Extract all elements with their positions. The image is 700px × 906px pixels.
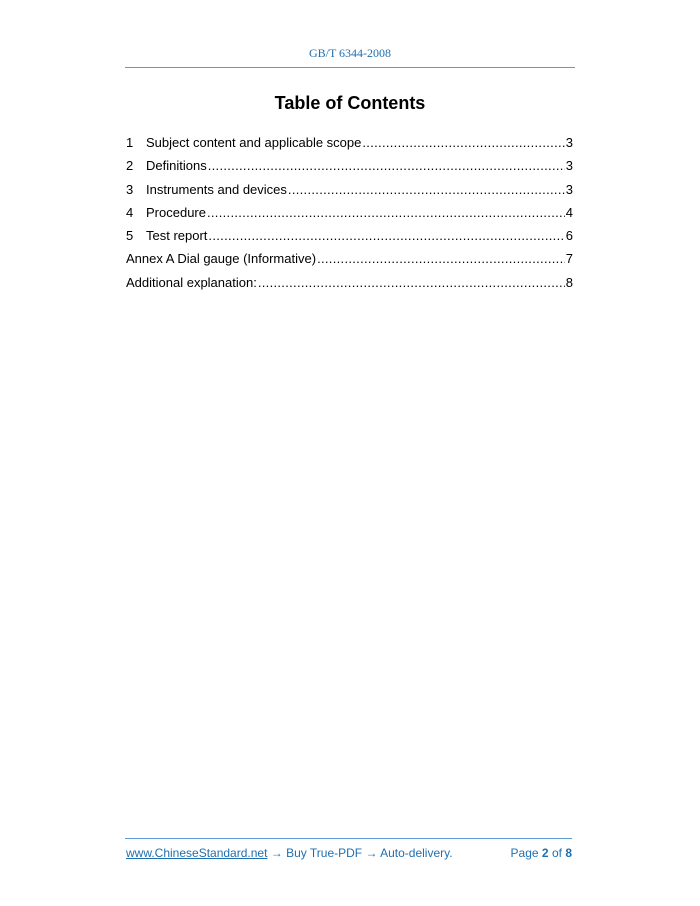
- toc-title: Table of Contents: [274, 93, 426, 113]
- toc-entry-page: 3: [565, 135, 573, 150]
- toc-entry-text: Procedure: [146, 204, 206, 220]
- table-of-contents: [126, 135, 573, 298]
- toc-dot-leader: [208, 158, 565, 173]
- page-total: 8: [565, 846, 572, 860]
- page-current: 2: [541, 846, 549, 860]
- toc-entry-1[interactable]: [126, 135, 573, 158]
- toc-entry-number: 2: [126, 158, 134, 174]
- toc-entry-3[interactable]: [126, 182, 573, 205]
- footer-divider: [125, 838, 572, 839]
- toc-entry-page: 3: [565, 181, 573, 197]
- toc-entry-text: Subject content and applicable scope: [146, 135, 362, 150]
- toc-dot-leader: [288, 182, 565, 197]
- toc-entry-text: Definitions: [146, 158, 207, 174]
- header-divider: [125, 67, 575, 68]
- toc-entry-number: 4: [126, 204, 134, 220]
- toc-dot-leader: [317, 251, 565, 266]
- toc-entry-number: 5: [126, 228, 134, 244]
- website-link[interactable]: www.ChineseStandard.net: [126, 846, 268, 860]
- page-counter: [511, 846, 572, 860]
- toc-entry-4[interactable]: [126, 205, 573, 228]
- toc-entry-page: 7: [565, 251, 573, 267]
- toc-entry-page: 3: [565, 158, 573, 174]
- footer-tagline: → Buy True-PDF → Auto-delivery.: [267, 846, 453, 860]
- toc-entry-number: 3: [126, 181, 134, 197]
- toc-dot-leader: [207, 205, 565, 220]
- toc-dot-leader: [258, 275, 565, 290]
- footer-left: [126, 846, 453, 860]
- toc-entry-page: 6: [565, 228, 573, 244]
- toc-entry-text: Test report: [146, 228, 208, 244]
- toc-entry-page: 4: [565, 204, 573, 220]
- page-footer: [126, 846, 572, 860]
- toc-entry-text: Additional explanation:: [126, 274, 257, 290]
- toc-entry-annex-a[interactable]: [126, 251, 573, 274]
- toc-dot-leader: [362, 135, 564, 150]
- toc-entry-additional-explanation[interactable]: [126, 275, 573, 298]
- header-standard-id: GB/T 6344-2008: [308, 46, 392, 60]
- page-label: Page: [510, 846, 539, 860]
- toc-entry-text: Annex A Dial gauge (Informative): [126, 251, 317, 267]
- toc-dot-leader: [208, 228, 564, 243]
- page-of-label: of: [551, 846, 562, 860]
- toc-entry-number: 1: [126, 135, 134, 150]
- toc-entry-page: 8: [565, 274, 573, 290]
- toc-entry-text: Instruments and devices: [146, 181, 287, 197]
- toc-entry-5[interactable]: [126, 228, 573, 251]
- toc-entry-2[interactable]: [126, 158, 573, 181]
